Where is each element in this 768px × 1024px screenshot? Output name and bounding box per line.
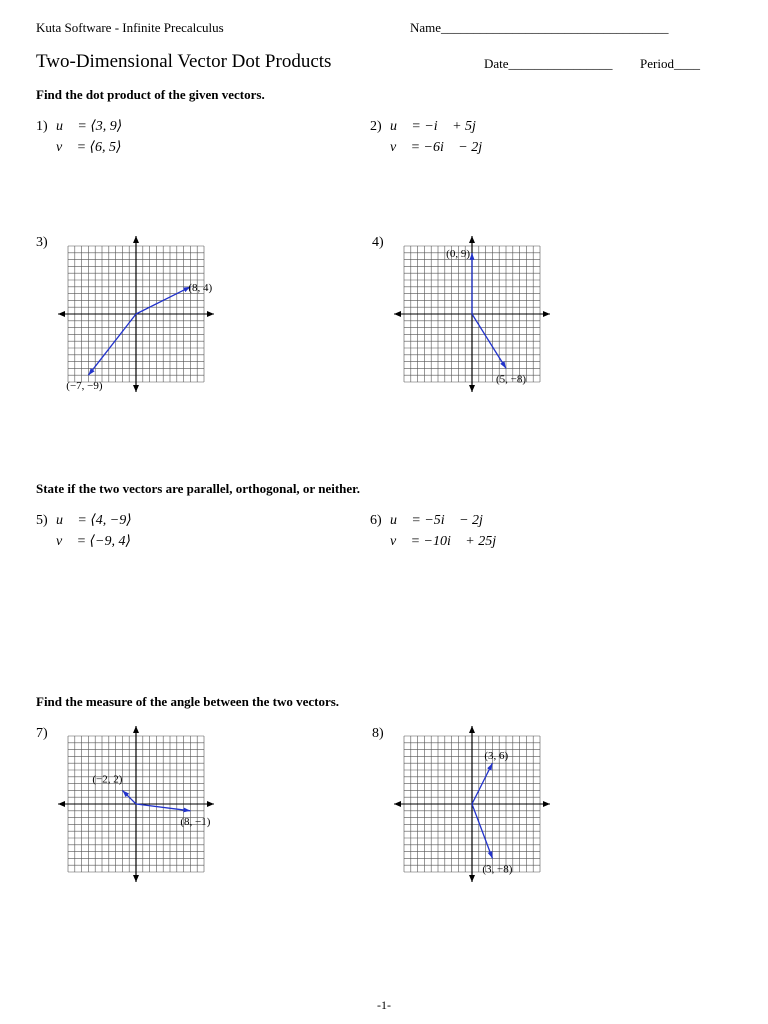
instruction-parallel-orthogonal: State if the two vectors are parallel, orthogonal, or neither. xyxy=(36,481,360,496)
problem-number: 1) xyxy=(36,119,48,134)
vector-endpoint-label: (8, −1) xyxy=(180,815,211,828)
worksheet-title: Two-Dimensional Vector Dot Products xyxy=(36,51,332,72)
vector-endpoint-label: (5, −8) xyxy=(496,373,527,386)
problem-5 xyxy=(36,510,132,552)
vector-v: v⃗ = −6i⃗ − 2j⃗ xyxy=(390,140,494,155)
vector-arrow xyxy=(88,314,136,375)
problem-1 xyxy=(36,116,122,158)
instruction-angle: Find the measure of the angle between the two vectors. xyxy=(36,694,340,709)
vector-endpoint-label: (3, 6) xyxy=(484,750,509,763)
vector-endpoint-label: (−7, −9) xyxy=(66,380,103,393)
vector-graph-4 xyxy=(391,233,556,398)
problem-number: 6) xyxy=(370,513,382,528)
instruction-dot-product: Find the dot product of the given vectors. xyxy=(36,87,265,102)
date-field-label: Date________________ xyxy=(484,56,613,71)
period-field-label: Period____ xyxy=(640,56,700,71)
vector-endpoint-label: (8, 4) xyxy=(188,281,213,294)
problem-4-number: 4) xyxy=(372,235,384,250)
vector-v: v⃗ = −10i⃗ + 25j⃗ xyxy=(390,534,508,549)
vector-endpoint-label: (−2, 2) xyxy=(92,773,123,786)
vector-u: u⃗ = ⟨3, 9⟩ xyxy=(56,119,123,134)
vector-graph-8 xyxy=(391,723,556,888)
problem-3-number: 3) xyxy=(36,235,48,250)
vector-v: v⃗ = ⟨6, 5⟩ xyxy=(56,140,122,155)
problem-7-number: 7) xyxy=(36,726,48,741)
vector-graph-7 xyxy=(55,723,220,888)
vector-u: u⃗ = −5i⃗ − 2j⃗ xyxy=(390,513,494,528)
vector-u: u⃗ = ⟨4, −9⟩ xyxy=(56,513,132,528)
problem-number: 2) xyxy=(370,119,382,134)
problem-6 xyxy=(370,510,507,552)
vector-v: v⃗ = ⟨−9, 4⟩ xyxy=(56,534,131,549)
vector-graph-3 xyxy=(55,233,220,398)
name-field-label: Name___________________________________ xyxy=(410,20,669,35)
problem-number: 5) xyxy=(36,513,48,528)
page-number: -1- xyxy=(377,998,391,1012)
vector-endpoint-label: (3, −8) xyxy=(482,863,513,876)
problem-8-number: 8) xyxy=(372,726,384,741)
vector-u: u⃗ = −i⃗ + 5j⃗ xyxy=(390,119,487,134)
problem-2 xyxy=(370,116,493,158)
vector-endpoint-label: (0, 9) xyxy=(446,247,470,260)
publisher-label: Kuta Software - Infinite Precalculus xyxy=(36,20,224,35)
